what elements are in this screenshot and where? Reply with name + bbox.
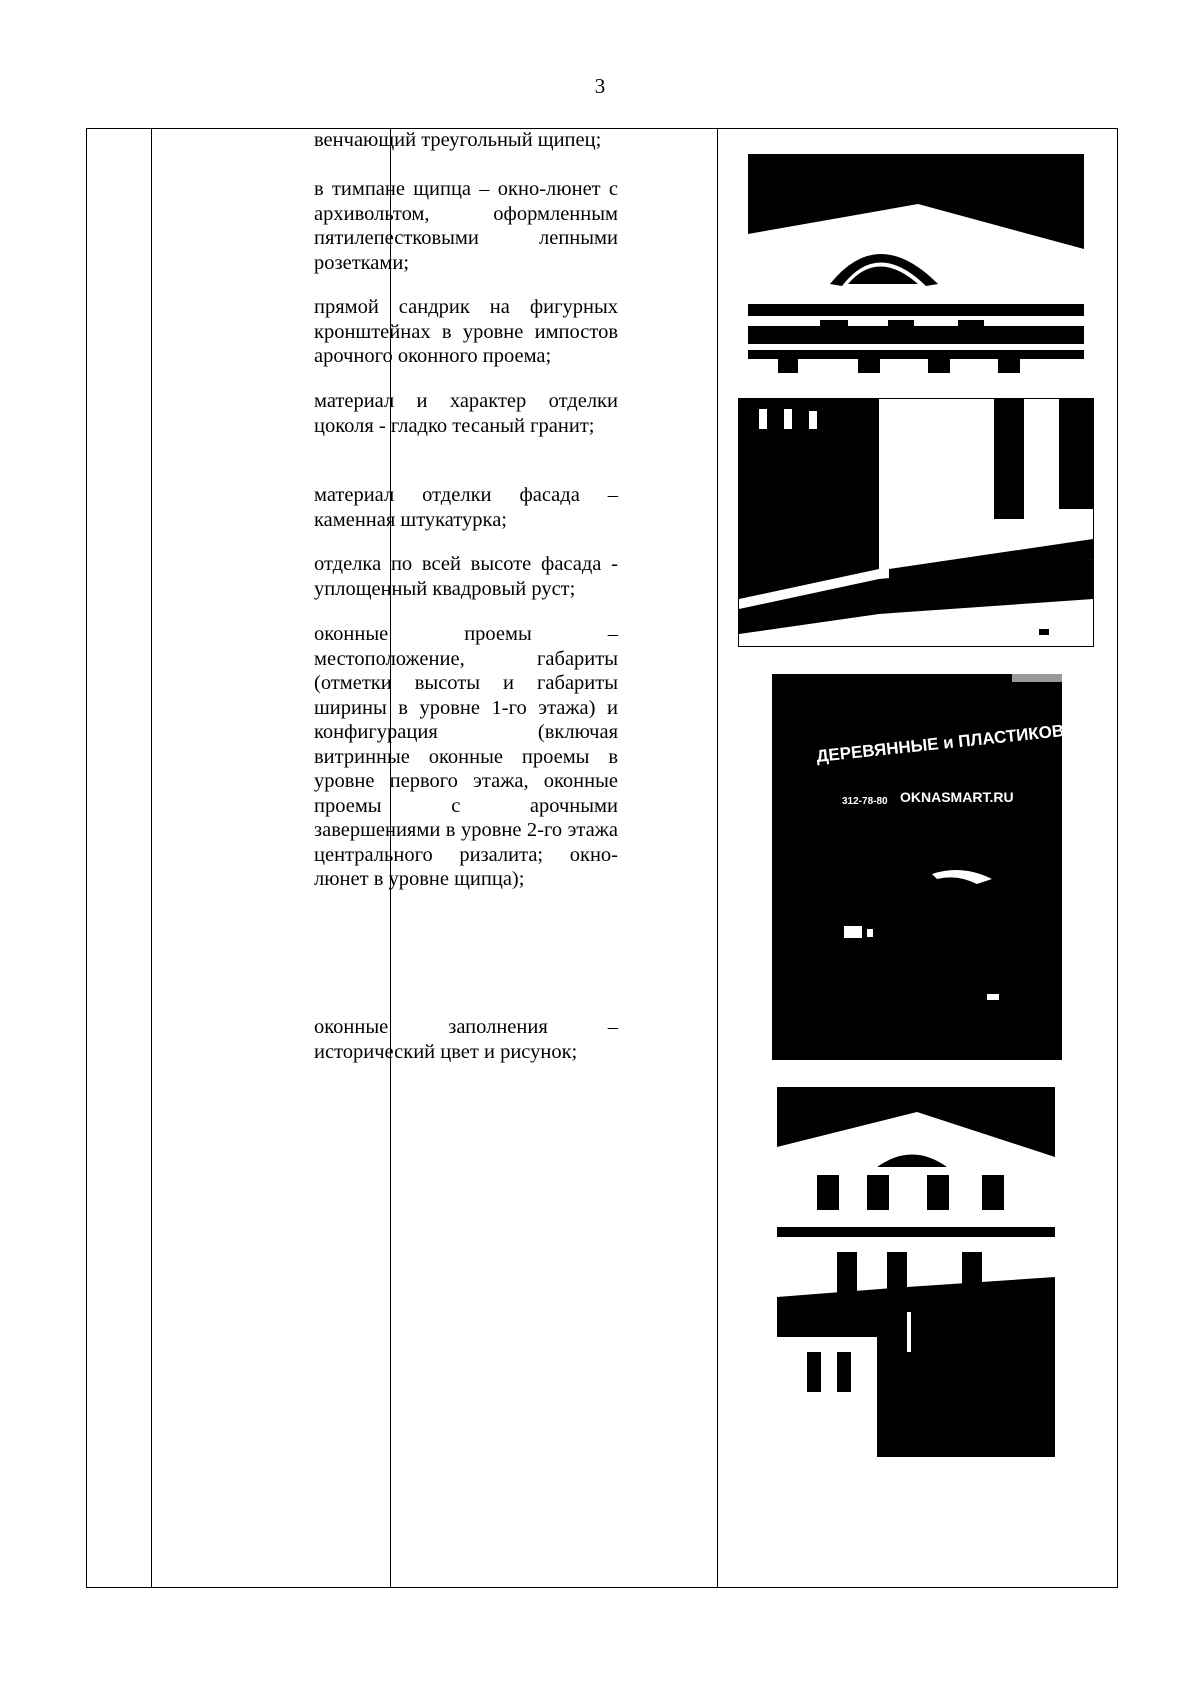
pediment-photo	[748, 154, 1084, 373]
item-window-fillings: оконные заполнения – исторический цвет и рисунок;	[314, 1016, 618, 1063]
plinth-facade-photo	[738, 398, 1094, 647]
item-facade-material: материал отделки фасада – каменная штукатурка;	[314, 484, 618, 531]
sign-site: OKNASMART.RU	[900, 789, 1014, 805]
column-divider-3	[717, 129, 718, 1587]
item-plinth-finish: материал и характер отделки цоколя - гладко тесаный гранит;	[314, 390, 618, 437]
item-crowning-gable: венчающий треугольный щипец;	[314, 129, 602, 151]
storefront-windows-photo	[772, 674, 1093, 1060]
sign-phone: 312-78-80	[842, 796, 888, 807]
item-window-openings: оконные проемы – местоположение, габариты (отметки высоты и габариты ширины в уровне 1-го этажа) и конфигурация (включая витринные оконные проемы в уровне первого этажа, оконные проемы с арочными завершениями в уровне 2-го этажа центрального ризалита; окно-люнет в уровне щипца);	[314, 623, 618, 890]
item-tympanum-lunette: в тимпане щипца – окно-люнет с архивольтом, оформленным пятилепестковыми лепными розетками;	[314, 178, 618, 274]
facade-overview-photo	[777, 1087, 1055, 1457]
item-sandrik: прямой сандрик на фигурных кронштейнах в уровне импостов арочного оконного проема;	[314, 296, 618, 367]
item-rustication: отделка по всей высоте фасада - уплощенный квадровый руст;	[314, 553, 618, 600]
page-number: 3	[594, 74, 606, 98]
sign-text: ДЕРЕВЯННЫЕ и ПЛАСТИКОВЫЕ	[815, 718, 1093, 766]
column-divider-1	[151, 129, 152, 1587]
